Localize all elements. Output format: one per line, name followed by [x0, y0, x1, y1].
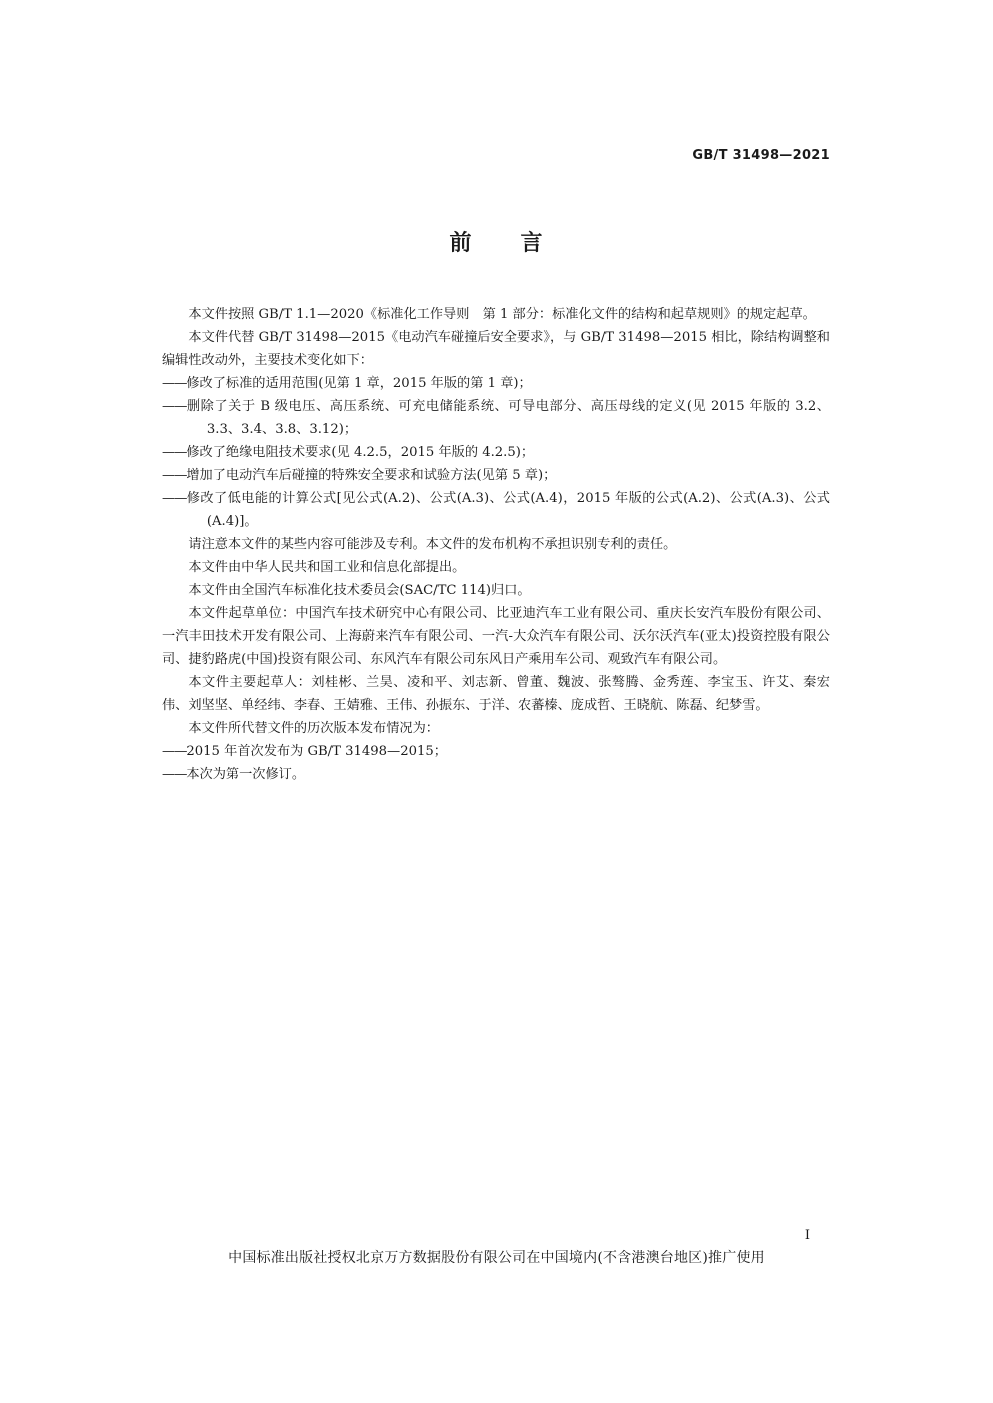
paragraph-centralized-by: 本文件由全国汽车标准化技术委员会(SAC/TC 114)归口。 [188, 583, 531, 598]
list-item: ——增加了电动汽车后碰撞的特殊安全要求和试验方法(见第 5 章)； [162, 468, 557, 483]
paragraph-drafting-units: 本文件起草单位：中国汽车技术研究中心有限公司、比亚迪汽车工业有限公司、重庆长安汽车股份有限公司、一汽丰田技术开发有限公司、上海蔚来汽车有限公司、一汽-大众汽车有限公司、沃尔沃汽车(亚太)投资控股有限公司、捷豹路虎(中国)投资有限公司、东风汽车有限公司东风日产乘用车公司、观致汽车有限公司。 [162, 606, 830, 667]
page-number: I [804, 1228, 810, 1243]
foreword-body [162, 303, 830, 786]
list-item: ——2015 年首次发布为 GB/T 31498—2015； [162, 744, 447, 759]
paragraph-history: 本文件所代替文件的历次版本发布情况为： [188, 721, 439, 736]
paragraph-drafters: 本文件主要起草人：刘桂彬、兰昊、凌和平、刘志新、曾董、魏波、张骜腾、金秀莲、李宝玉、许艾、秦宏伟、刘坚坚、单经纬、李春、王婧雅、王伟、孙振东、于洋、农蕃榛、庞成哲、王晓航、陈磊、纪梦雪。 [162, 675, 830, 713]
paragraph-replacement: 本文件代替 GB/T 31498—2015《电动汽车碰撞后安全要求》，与 GB/T 31498—2015 相比，除结构调整和编辑性改动外，主要技术变化如下： [162, 330, 830, 368]
list-item: ——删除了关于 B 级电压、高压系统、可充电储能系统、可导电部分、高压母线的定义(见 2015 年版的 3.2、3.3、3.4、3.8、3.12)； [162, 399, 830, 437]
title-char-2: 言 [520, 231, 544, 256]
standard-code: GB/T 31498—2021 [692, 148, 830, 163]
list-item: ——修改了标准的适用范围(见第 1 章，2015 年版的第 1 章)； [162, 376, 532, 391]
paragraph-drafting-rules: 本文件按照 GB/T 1.1—2020《标准化工作导则 第 1 部分：标准化文件的结构和起草规则》的规定起草。 [188, 307, 816, 322]
page-title [0, 226, 993, 257]
list-item: ——修改了低电能的计算公式[见公式(A.2)、公式(A.3)、公式(A.4)，2015 年版的公式(A.2)、公式(A.3)、公式(A.4)]。 [162, 491, 830, 529]
title-char-1: 前 [449, 231, 473, 256]
list-item: ——修改了绝缘电阻技术要求(见 4.2.5，2015 年版的 4.2.5)； [162, 445, 535, 460]
paragraph-proposed-by: 本文件由中华人民共和国工业和信息化部提出。 [188, 560, 466, 575]
list-item: ——本次为第一次修订。 [162, 767, 306, 782]
footer-license-notice: 中国标准出版社授权北京万方数据股份有限公司在中国境内(不含港澳台地区)推广使用 [228, 1250, 765, 1266]
paragraph-patent-notice: 请注意本文件的某些内容可能涉及专利。本文件的发布机构不承担识别专利的责任。 [188, 537, 677, 552]
